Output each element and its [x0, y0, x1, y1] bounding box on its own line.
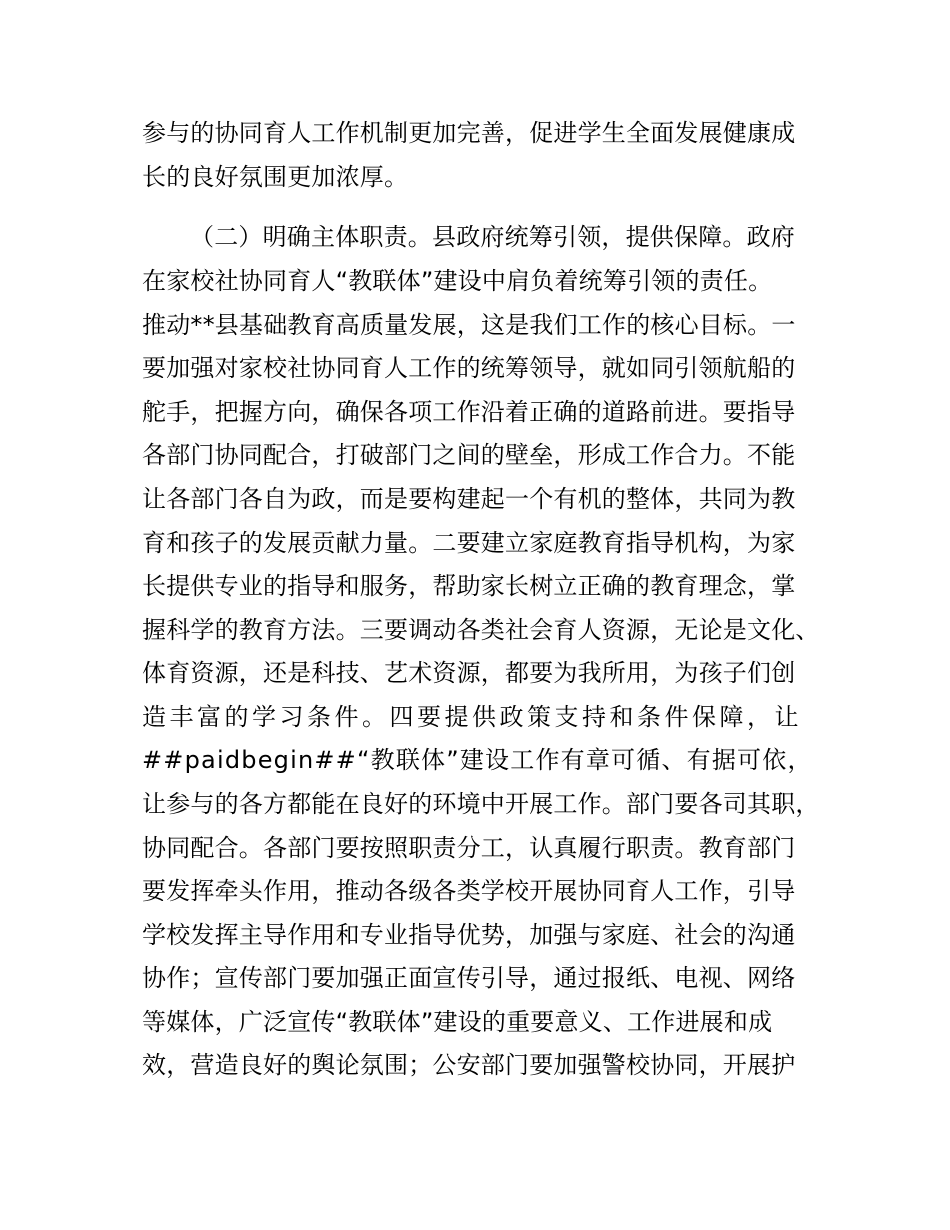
text-line: 造丰富的学习条件。四要提供政策支持和条件保障，让	[142, 703, 802, 731]
text-line: 舵手，把握方向，确保各项工作沿着正确的道路前进。要指导	[142, 398, 796, 426]
text-line: 学校发挥主导作用和专业指导优势，加强与家庭、社会的沟通	[142, 921, 796, 949]
text-line: 在家校社协同育人“教联体”建设中肩负着统筹引领的责任。	[142, 267, 773, 295]
text-line: 让参与的各方都能在良好的环境中开展工作。部门要各司其职，	[142, 790, 820, 818]
text-line: 效，营造良好的舆论氛围；公安部门要加强警校协同，开展护	[142, 1051, 796, 1079]
text-line: 协同配合。各部门要按照职责分工，认真履行职责。教育部门	[142, 834, 796, 862]
text-line: 等媒体，广泛宣传“教联体”建设的重要意义、工作进展和成	[142, 1008, 773, 1036]
text-line: 各部门协同配合，打破部门之间的壁垒，形成工作合力。不能	[142, 441, 796, 469]
text-line: 协作；宣传部门要加强正面宣传引导，通过报纸、电视、网络	[142, 964, 796, 992]
text-line: 育和孩子的发展贡献力量。二要建立家庭教育指导机构，为家	[142, 529, 796, 557]
text-line: ##paidbegin##“教联体”建设工作有章可循、有据可依，	[142, 746, 813, 774]
text-line: 要加强对家校社协同育人工作的统筹领导，就如同引领航船的	[142, 354, 796, 382]
text-line: 长的良好氛围更加浓厚。	[142, 163, 409, 191]
text-line: 要发挥牵头作用，推动各级各类学校开展协同育人工作，引导	[142, 877, 796, 905]
text-line: 长提供专业的指导和服务，帮助家长树立正确的教育理念，掌	[142, 572, 796, 600]
text-line: （二）明确主体职责。县政府统筹引领，提供保障。政府	[190, 223, 795, 251]
text-line: 推动**县基础教育高质量发展，这是我们工作的核心目标。一	[142, 311, 796, 339]
text-line: 握科学的教育方法。三要调动各类社会育人资源，无论是文化、	[142, 616, 820, 644]
text-line: 让各部门各自为政，而是要构建起一个有机的整体，共同为教	[142, 485, 796, 513]
text-line: 体育资源，还是科技、艺术资源，都要为我所用，为孩子们创	[142, 659, 796, 687]
text-line: 参与的协同育人工作机制更加完善，促进学生全面发展健康成	[142, 119, 796, 147]
